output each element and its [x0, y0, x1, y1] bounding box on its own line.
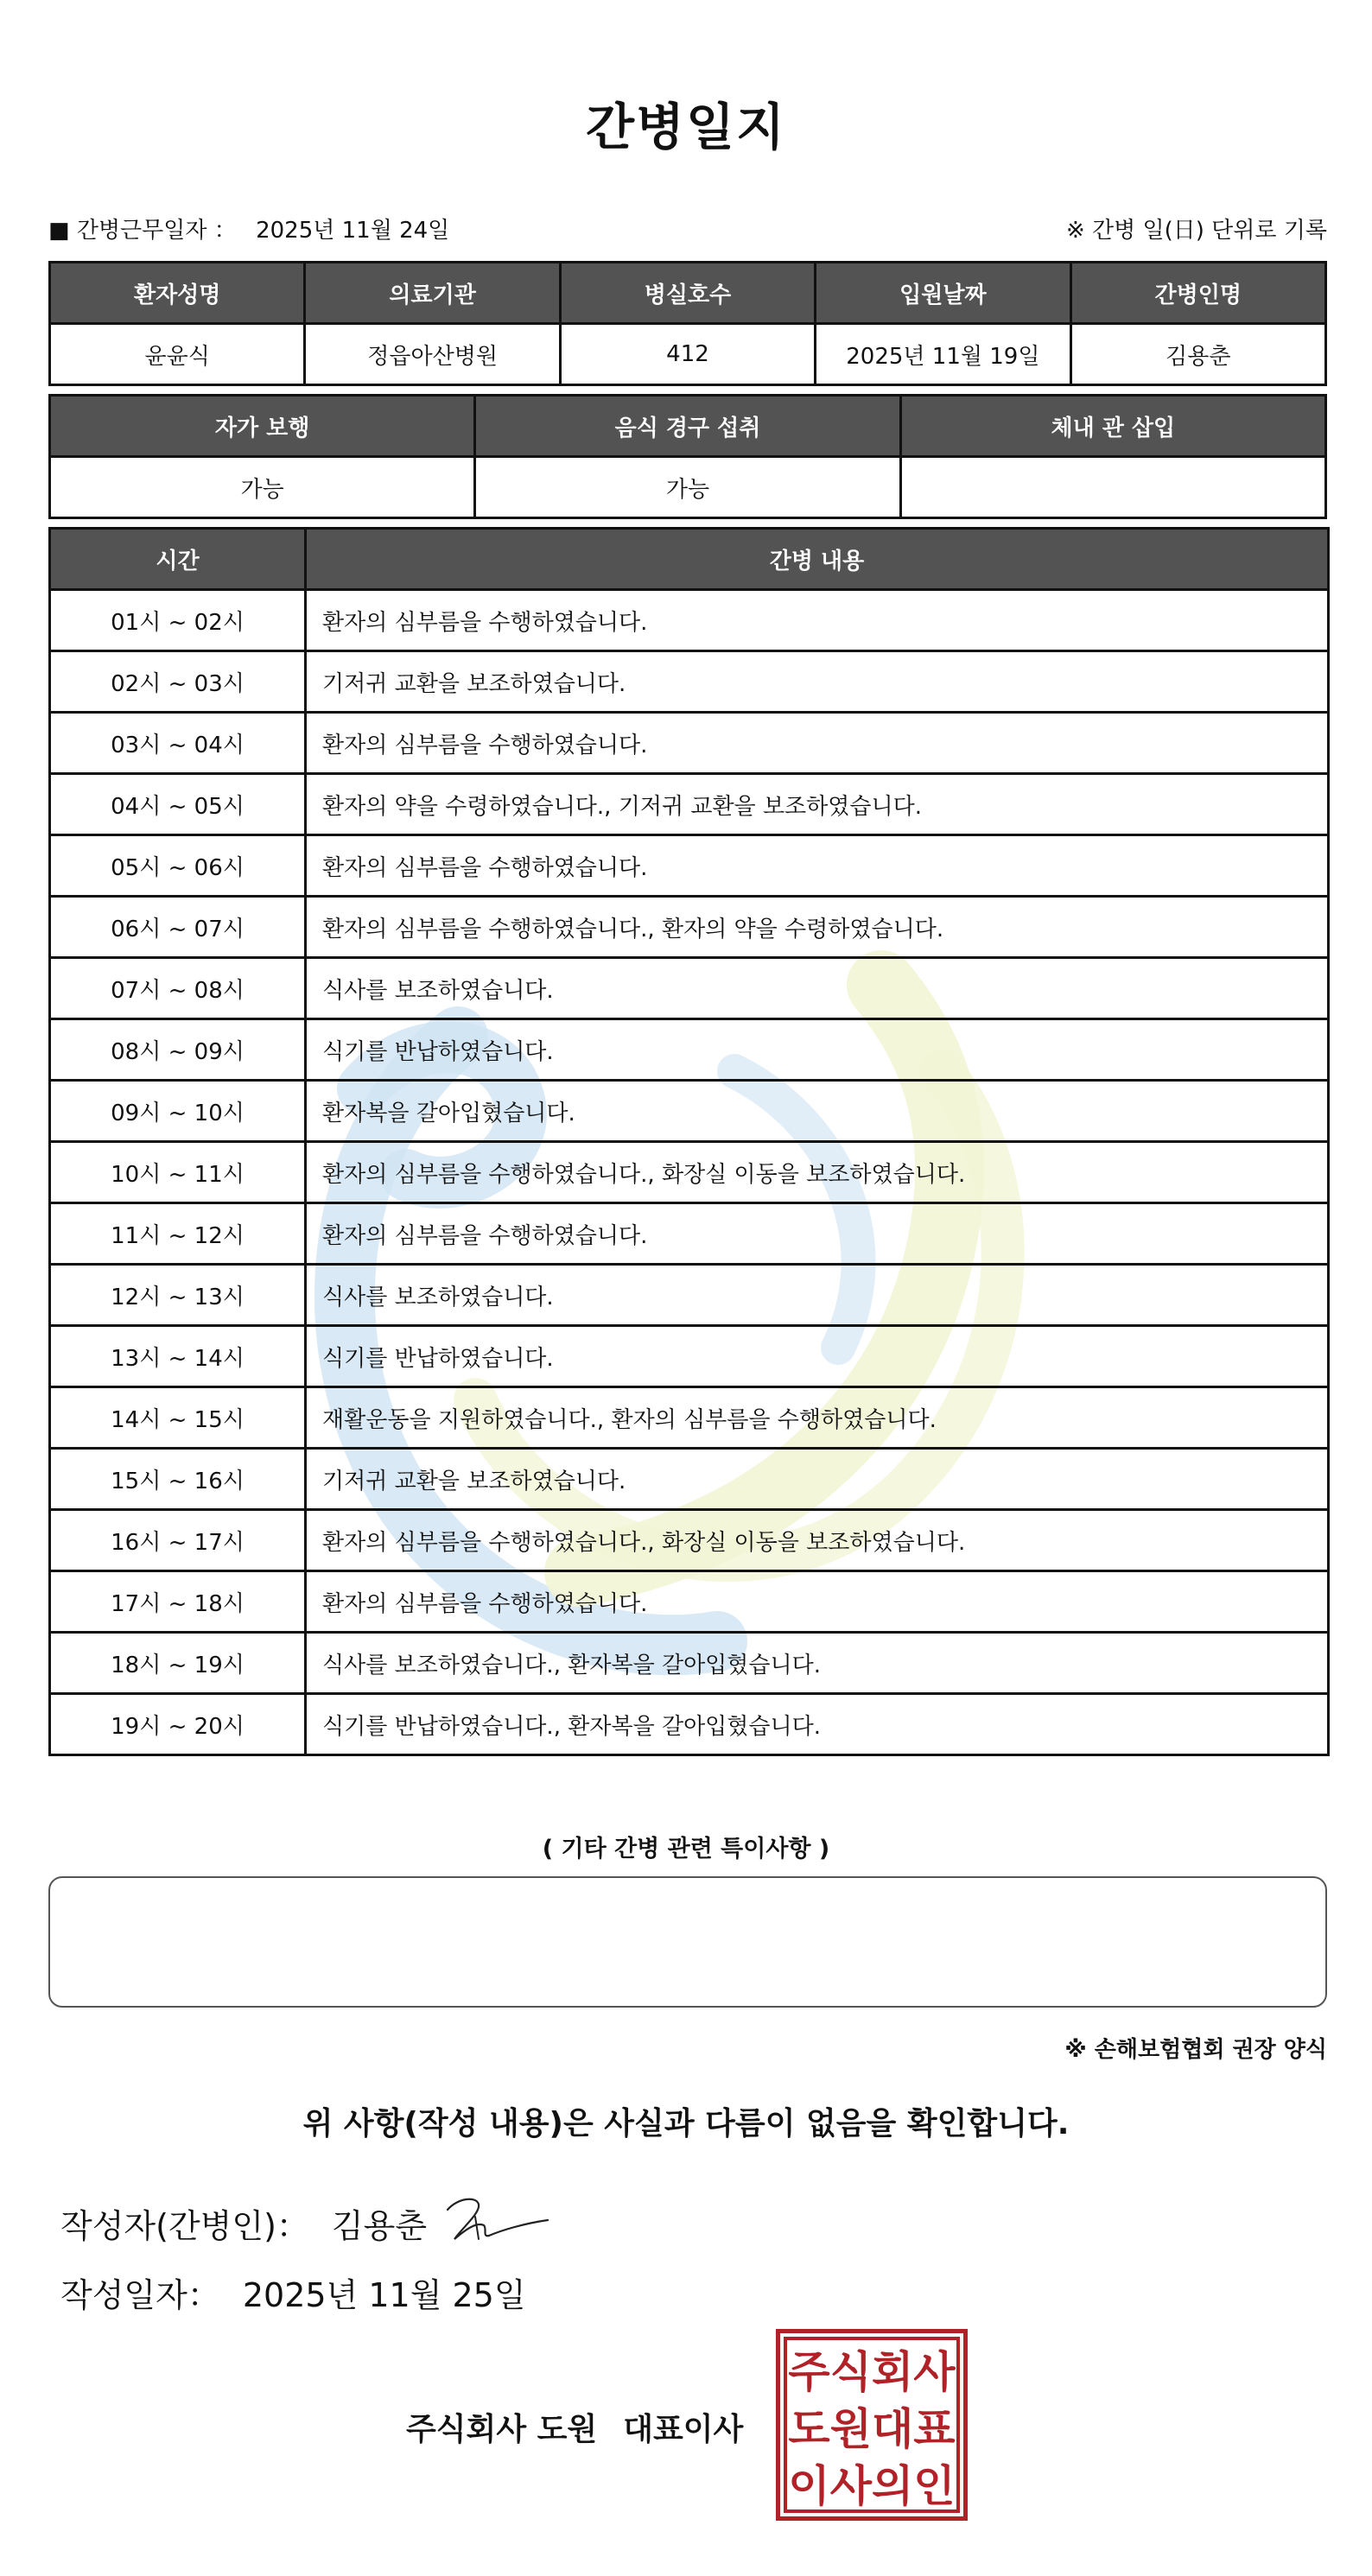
time-header: 시간: [50, 529, 306, 590]
table-row: [50, 897, 1329, 958]
log-content: 식사를 보조하였습니다.: [306, 1265, 1329, 1326]
log-time: 08시 ~ 09시: [50, 1019, 306, 1081]
table-row: [50, 835, 1329, 897]
hospital-name: 정읍아산병원: [305, 324, 560, 385]
company-seal-icon: [776, 2329, 968, 2521]
log-content: 식기를 반납하였습니다., 환자복을 갈아입혔습니다.: [306, 1694, 1329, 1755]
written-date-label: 작성일자：: [60, 2276, 220, 2314]
patient-value-row: [50, 324, 1326, 385]
work-date-row: [48, 213, 1327, 247]
patient-name: 윤윤식: [50, 324, 305, 385]
writer-line: [60, 2199, 427, 2247]
notes-title: ( 기타 간병 관련 특이사항 ): [542, 1836, 830, 1862]
status-value-row: [50, 457, 1326, 518]
signature-icon: [441, 2191, 553, 2246]
svg-text:도원대표: 도원대표: [788, 2404, 956, 2454]
table-row: [50, 1265, 1329, 1326]
walking-header: 자가 보행: [50, 396, 475, 457]
log-time: 07시 ~ 08시: [50, 958, 306, 1019]
log-content: 환자의 심부름을 수행하였습니다.: [306, 1203, 1329, 1265]
table-row: [50, 1694, 1329, 1755]
table-row: [50, 651, 1329, 713]
tube-value: [900, 457, 1325, 518]
svg-text:이사의인: 이사의인: [788, 2461, 956, 2511]
log-time: 12시 ~ 13시: [50, 1265, 306, 1326]
record-note: ※ 간병 일(日) 단위로 기록: [1065, 218, 1327, 244]
table-row: [50, 1387, 1329, 1449]
log-time: 13시 ~ 14시: [50, 1326, 306, 1387]
svg-text:주식회사: 주식회사: [788, 2347, 956, 2397]
written-date-line: [60, 2268, 526, 2316]
log-content: 재활운동을 지원하였습니다., 환자의 심부름을 수행하였습니다.: [306, 1387, 1329, 1449]
patient-status-table: [48, 394, 1327, 519]
log-content: 환자의 심부름을 수행하였습니다., 화장실 이동을 보조하였습니다.: [306, 1142, 1329, 1203]
company-name: 주식회사 도원: [406, 2412, 598, 2447]
admission-date-header: 입원날짜: [816, 263, 1070, 324]
log-time: 11시 ~ 12시: [50, 1203, 306, 1265]
log-time: 14시 ~ 15시: [50, 1387, 306, 1449]
log-time: 04시 ~ 05시: [50, 774, 306, 835]
care-log-table: [48, 527, 1330, 1756]
work-date-label: ■ 간병근무일자 ：: [48, 218, 237, 244]
log-time: 05시 ~ 06시: [50, 835, 306, 897]
log-content: 환자의 심부름을 수행하였습니다.: [306, 590, 1329, 651]
log-content: 식사를 보조하였습니다.: [306, 958, 1329, 1019]
room-number: 412: [560, 324, 815, 385]
table-row: [50, 1019, 1329, 1081]
log-time: 01시 ~ 02시: [50, 590, 306, 651]
care-log-header-row: [50, 529, 1329, 590]
table-row: [50, 713, 1329, 774]
log-time: 10시 ~ 11시: [50, 1142, 306, 1203]
work-date-value: 2025년 11월 24일: [256, 218, 450, 244]
table-row: [50, 1510, 1329, 1571]
log-content: 기저귀 교환을 보조하였습니다.: [306, 651, 1329, 713]
status-header-row: [50, 396, 1326, 457]
admission-date: 2025년 11월 19일: [816, 324, 1070, 385]
log-time: 17시 ~ 18시: [50, 1571, 306, 1633]
care-content-header: 간병 내용: [306, 529, 1329, 590]
table-row: [50, 1571, 1329, 1633]
log-time: 15시 ~ 16시: [50, 1449, 306, 1510]
confirmation-statement: 위 사항(작성 내용)은 사실과 다름이 없음을 확인합니다.: [302, 2106, 1070, 2141]
table-row: [50, 1203, 1329, 1265]
log-content: 식사를 보조하였습니다., 환자복을 갈아입혔습니다.: [306, 1633, 1329, 1694]
caregiver-name: 김용춘: [1070, 324, 1325, 385]
table-row: [50, 1326, 1329, 1387]
table-row: [50, 774, 1329, 835]
table-row: [50, 1633, 1329, 1694]
hospital-header: 의료기관: [305, 263, 560, 324]
table-row: [50, 1081, 1329, 1142]
log-content: 환자의 심부름을 수행하였습니다., 화장실 이동을 보조하였습니다.: [306, 1510, 1329, 1571]
patient-info-table: [48, 261, 1327, 386]
log-content: 환자의 심부름을 수행하였습니다.: [306, 1571, 1329, 1633]
company-signature-line: [406, 2405, 743, 2449]
document-title: 간병일지: [585, 98, 787, 156]
log-time: 09시 ~ 10시: [50, 1081, 306, 1142]
log-time: 02시 ~ 03시: [50, 651, 306, 713]
oral-intake-header: 음식 경구 섭취: [475, 396, 900, 457]
log-time: 18시 ~ 19시: [50, 1633, 306, 1694]
recommend-note: ※ 손해보험협회 권장 양식: [1064, 2037, 1327, 2063]
log-content: 환자의 심부름을 수행하였습니다.: [306, 835, 1329, 897]
table-row: [50, 1449, 1329, 1510]
log-content: 환자의 심부름을 수행하였습니다.: [306, 713, 1329, 774]
log-content: 식기를 반납하였습니다.: [306, 1326, 1329, 1387]
log-time: 06시 ~ 07시: [50, 897, 306, 958]
work-date: [48, 213, 449, 244]
table-row: [50, 958, 1329, 1019]
log-time: 16시 ~ 17시: [50, 1510, 306, 1571]
written-date-value: 2025년 11월 25일: [242, 2276, 526, 2314]
patient-header-row: [50, 263, 1326, 324]
table-row: [50, 590, 1329, 651]
patient-name-header: 환자성명: [50, 263, 305, 324]
notes-box: [48, 1876, 1327, 2008]
tube-header: 체내 관 삽입: [900, 396, 1325, 457]
room-header: 병실호수: [560, 263, 815, 324]
log-content: 식기를 반납하였습니다.: [306, 1019, 1329, 1081]
walking-value: 가능: [50, 457, 475, 518]
log-time: 19시 ~ 20시: [50, 1694, 306, 1755]
company-title: 대표이사: [623, 2412, 744, 2447]
log-time: 03시 ~ 04시: [50, 713, 306, 774]
log-content: 환자의 약을 수령하였습니다., 기저귀 교환을 보조하였습니다.: [306, 774, 1329, 835]
log-content: 기저귀 교환을 보조하였습니다.: [306, 1449, 1329, 1510]
writer-name: 김용춘: [331, 2207, 428, 2245]
table-row: [50, 1142, 1329, 1203]
oral-intake-value: 가능: [475, 457, 900, 518]
log-content: 환자의 심부름을 수행하였습니다., 환자의 약을 수령하였습니다.: [306, 897, 1329, 958]
writer-label: 작성자(간병인)：: [60, 2207, 309, 2245]
caregiver-header: 간병인명: [1070, 263, 1325, 324]
log-content: 환자복을 갈아입혔습니다.: [306, 1081, 1329, 1142]
